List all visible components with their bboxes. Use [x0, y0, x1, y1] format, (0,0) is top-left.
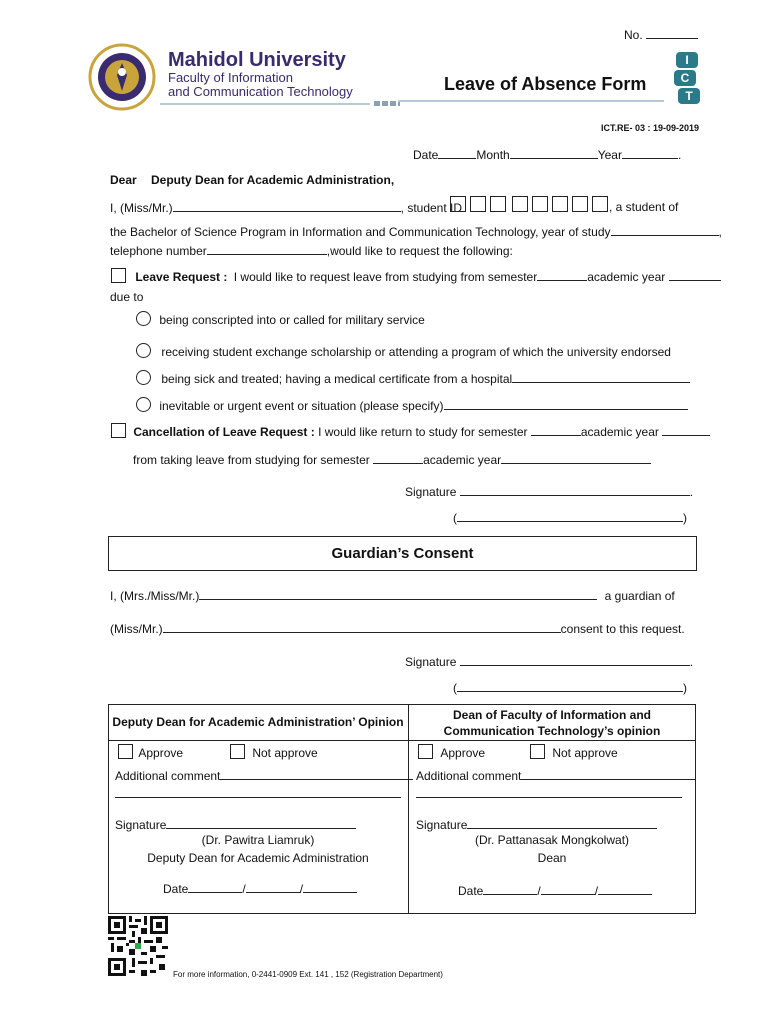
year-label: Year: [597, 148, 622, 162]
telephone-label: telephone number: [110, 244, 207, 258]
date-line: [413, 147, 681, 162]
reason-urgent-field[interactable]: [444, 398, 688, 410]
deputy-not-approve-label: Not approve: [252, 746, 318, 760]
cancellation-label: Cancellation of Leave Request :: [133, 425, 315, 439]
guardian-signature-end: .: [689, 655, 694, 669]
leave-semester-field[interactable]: [537, 269, 587, 281]
student-printed-name-row: [453, 510, 687, 525]
recipient-label: Deputy Dean for Academic Administration,: [151, 173, 395, 187]
dean-name: (Dr. Pattanasak Mongkolwat): [474, 833, 630, 847]
deputy-dean-name: (Dr. Pawitra Liamruk): [201, 833, 315, 847]
reason-exchange-radio[interactable]: [136, 343, 151, 358]
dean-date-year-field[interactable]: [598, 883, 652, 895]
student-signature-row: [405, 484, 693, 499]
cancel-academic-year-field[interactable]: [662, 424, 710, 436]
date-separator: /: [299, 882, 304, 896]
dean-comment-row: [416, 768, 695, 783]
deputy-approve-checkbox[interactable]: [118, 744, 133, 759]
qr-code-icon: [108, 916, 168, 976]
dean-approve-checkbox[interactable]: [418, 744, 433, 759]
guardian-printed-name-field[interactable]: [457, 680, 683, 692]
student-id-box[interactable]: [490, 196, 506, 212]
reason-military-label: being conscripted into or called for military service: [159, 313, 425, 327]
program-row: [110, 224, 722, 239]
student-signature-field[interactable]: [460, 484, 690, 496]
student-id-box[interactable]: [552, 196, 568, 212]
student-name-field[interactable]: [173, 200, 401, 212]
close-paren: ): [683, 681, 687, 695]
reason-urgent-label: inevitable or urgent event or situation (please specify): [159, 399, 444, 413]
dean-signature-label: Signature: [416, 818, 468, 832]
guardian-name-label: I, (Mrs./Miss/Mr.): [110, 589, 200, 603]
student-signature-end: .: [689, 485, 694, 499]
date-month-field[interactable]: [510, 147, 598, 159]
year-of-study-field[interactable]: [611, 224, 719, 236]
cancel-academic-year-label: academic year: [580, 425, 659, 439]
guardian-name-row: [110, 588, 675, 603]
dean-not-approve-checkbox[interactable]: [530, 744, 545, 759]
dean-date-label: Date: [458, 884, 484, 898]
student-name-label: I, (Miss/Mr.): [110, 201, 173, 215]
guardian-of-label: a guardian of: [604, 589, 675, 603]
deputy-date-year-field[interactable]: [303, 881, 357, 893]
month-label: Month: [476, 148, 510, 162]
cancellation-checkbox[interactable]: [111, 423, 126, 438]
deputy-signature-label: Signature: [115, 818, 167, 832]
dean-comment-field[interactable]: [521, 768, 695, 780]
deputy-comment-label: Additional comment: [115, 769, 221, 783]
deputy-comment-field[interactable]: [220, 768, 413, 780]
cancel-leave-academic-year-label: academic year: [423, 453, 502, 467]
close-paren: ): [683, 511, 687, 525]
student-id-box[interactable]: [450, 196, 466, 212]
program-label: the Bachelor of Science Program in Information and Communication Technology, year of study: [110, 225, 611, 239]
date-year-field[interactable]: [622, 147, 678, 159]
title-underline: [398, 100, 664, 102]
cancel-leave-academic-year-field[interactable]: [501, 452, 651, 464]
deputy-dean-position: Deputy Dean for Academic Administration: [147, 851, 369, 865]
dean-opinion-title-line-2: Communication Technology’s opinion: [443, 724, 661, 738]
deputy-date-day-field[interactable]: [188, 881, 242, 893]
deputy-approve-row: [118, 744, 183, 760]
deputy-not-approve-row: [230, 744, 318, 760]
deputy-dean-opinion-title: Deputy Dean for Academic Administration’ Opinion: [112, 715, 404, 729]
form-number-field[interactable]: [646, 27, 698, 39]
date-separator: /: [242, 882, 246, 896]
ward-name-row: [110, 621, 685, 636]
student-id-box[interactable]: [592, 196, 608, 212]
reason-sick-row: [136, 370, 690, 386]
student-id-box[interactable]: [470, 196, 486, 212]
dean-approve-row: [418, 744, 485, 760]
cancel-leave-semester-field[interactable]: [373, 452, 423, 464]
cancellation-row: [111, 423, 710, 439]
header-divider: [160, 103, 370, 105]
dean-not-approve-row: [530, 744, 618, 760]
guardian-signature-label: Signature: [405, 655, 457, 669]
ict-letter-i: I: [685, 53, 689, 67]
telephone-row: [110, 243, 513, 258]
cancellation-line2-text: from taking leave from studying for semester: [133, 453, 370, 467]
reason-sick-label: being sick and treated; having a medical certificate from a hospital: [161, 372, 513, 386]
student-id-box[interactable]: [572, 196, 588, 212]
date-line-end: .: [677, 148, 682, 162]
leave-academic-year-label: academic year: [587, 270, 666, 284]
cancel-semester-field[interactable]: [531, 424, 581, 436]
date-separator: /: [594, 884, 599, 898]
student-id-boxes[interactable]: [450, 196, 612, 212]
dear-label: Dear: [110, 173, 137, 187]
dean-date-day-field[interactable]: [483, 883, 537, 895]
program-row-end: ,: [718, 225, 722, 239]
cancellation-text: I would like return to study for semester: [318, 425, 528, 439]
form-title: Leave of Absence Form: [444, 74, 647, 94]
deputy-signature-field[interactable]: [166, 817, 356, 829]
student-id-box[interactable]: [512, 196, 528, 212]
deputy-comment-line-2[interactable]: [115, 797, 401, 798]
reason-exchange-row: [136, 343, 671, 359]
date-separator: /: [537, 884, 541, 898]
student-of-label: , a student of: [609, 200, 679, 214]
faculty-line-1: Faculty of Information: [168, 70, 293, 85]
deputy-date-row: [163, 881, 357, 896]
faculty-line-2: and Communication Technology: [168, 84, 353, 99]
dean-comment-label: Additional comment: [416, 769, 522, 783]
reason-urgent-radio[interactable]: [136, 397, 151, 412]
guardian-signature-row: [405, 654, 693, 669]
guardian-signature-field[interactable]: [460, 654, 690, 666]
guardian-printed-name-row: [453, 680, 687, 695]
deputy-not-approve-checkbox[interactable]: [230, 744, 245, 759]
deputy-date-month-field[interactable]: [246, 881, 300, 893]
cancellation-row-2: [133, 452, 651, 467]
deputy-date-label: Date: [163, 882, 189, 896]
form-number-label: No.: [624, 28, 643, 42]
header-divider-dots: [374, 101, 400, 106]
open-paren: (: [453, 511, 457, 525]
date-label: Date: [413, 148, 439, 162]
dean-signature-row: [416, 817, 657, 832]
leave-request-row: [111, 268, 721, 284]
reason-military-row: [136, 311, 425, 327]
dean-date-row: [458, 883, 652, 898]
student-signature-label: Signature: [405, 485, 457, 499]
student-id-label: , student ID: [400, 201, 463, 215]
dean-not-approve-label: Not approve: [552, 746, 618, 760]
reason-exchange-label: receiving student exchange scholarship or attending a program of which the university endorsed: [161, 345, 671, 359]
due-to-label: due to: [110, 290, 144, 304]
dean-opinion-title-line-1: Dean of Faculty of Information and: [452, 708, 651, 722]
deputy-approve-label: Approve: [138, 746, 184, 760]
leave-academic-year-field[interactable]: [669, 269, 721, 281]
date-day-field[interactable]: [438, 147, 476, 159]
leave-request-text: I would like to request leave from studying from semester: [233, 270, 538, 284]
opinions-header-divider: [108, 740, 696, 741]
university-name: Mahidol University: [168, 49, 346, 71]
student-printed-name-field[interactable]: [457, 510, 683, 522]
student-id-box[interactable]: [532, 196, 548, 212]
ward-name-label: (Miss/Mr.): [110, 622, 163, 636]
telephone-field[interactable]: [207, 243, 327, 255]
deputy-comment-row: [115, 768, 413, 783]
dean-position: Dean: [537, 851, 567, 865]
ict-letter-t: T: [685, 89, 693, 103]
request-label: ,would like to request the following:: [326, 244, 513, 258]
reason-military-radio[interactable]: [136, 311, 151, 326]
mahidol-seal-logo: [88, 42, 156, 112]
ict-logo: [672, 50, 702, 108]
student-name-row: [110, 200, 462, 215]
reason-sick-radio[interactable]: [136, 370, 151, 385]
ict-letter-c: C: [680, 71, 690, 85]
document-code: ICT.RE- 03 : 19-09-2019: [601, 123, 700, 133]
ward-name-field[interactable]: [163, 621, 561, 633]
dean-date-month-field[interactable]: [541, 883, 595, 895]
deputy-signature-row: [115, 817, 356, 832]
reason-sick-field[interactable]: [512, 371, 690, 383]
guardian-name-field[interactable]: [199, 588, 597, 600]
consent-label: consent to this request.: [560, 622, 685, 636]
reason-urgent-row: [136, 397, 688, 413]
dean-comment-line-2[interactable]: [416, 797, 682, 798]
footer-info: For more information, 0-2441-0909 Ext. 141 , 152 (Registration Department): [173, 970, 443, 979]
guardian-title: Guardian’s Consent: [331, 545, 474, 562]
dean-signature-field[interactable]: [467, 817, 657, 829]
dean-approve-label: Approve: [440, 746, 486, 760]
leave-request-label: Leave Request :: [135, 270, 228, 284]
form-number: [624, 27, 698, 42]
open-paren: (: [453, 681, 457, 695]
leave-request-checkbox[interactable]: [111, 268, 126, 283]
